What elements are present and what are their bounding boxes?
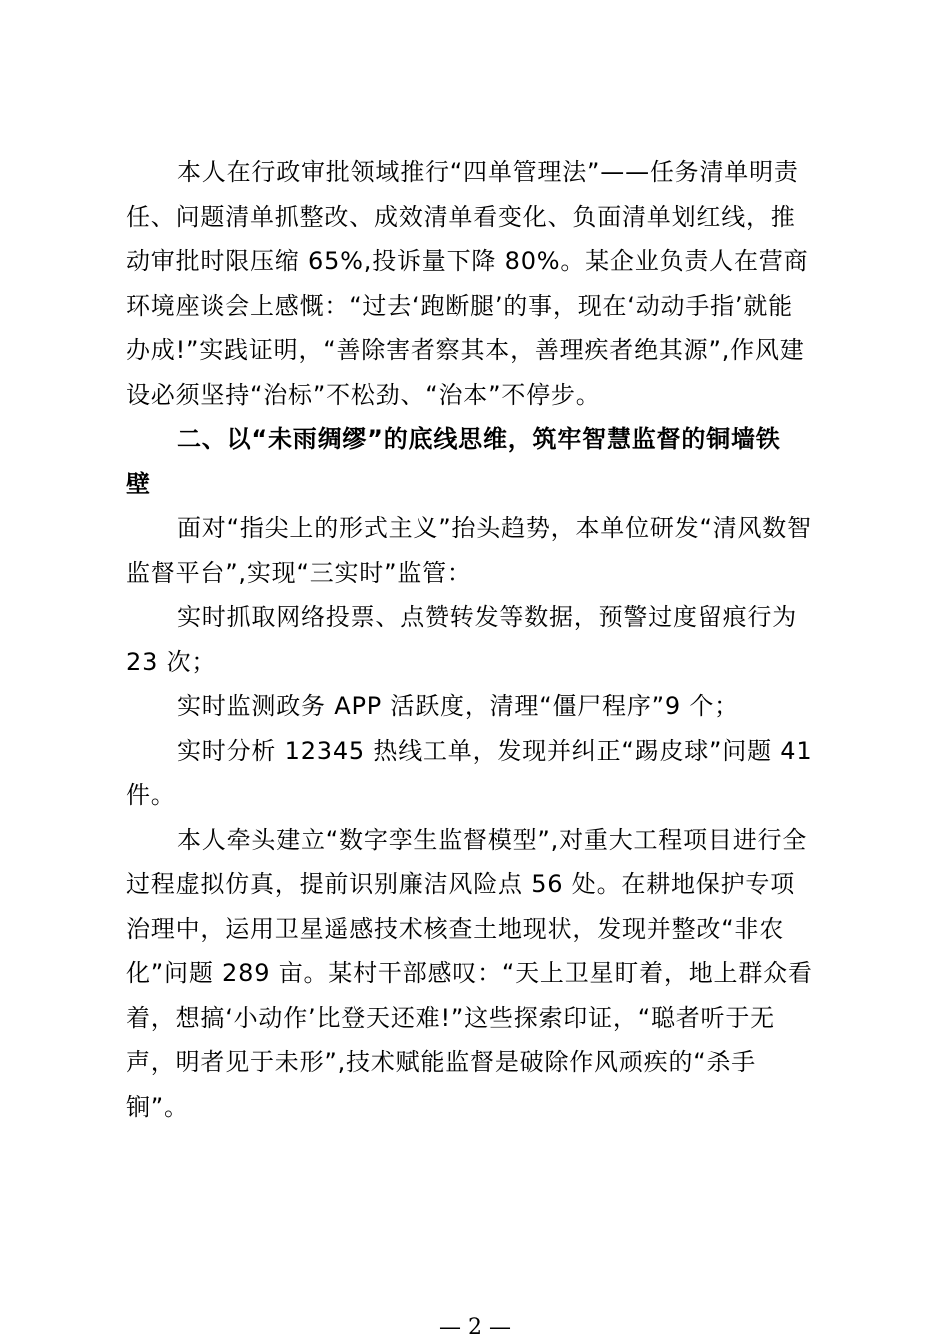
section-heading: 二、以“未雨绸缪”的底线思维，筑牢智慧监督的铜墙铁 <box>177 425 781 453</box>
paragraph-line: 过程虚拟仿真，提前识别廉洁风险点 56 处。在耕地保护专项 <box>126 870 795 898</box>
section-heading-continued: 壁 <box>126 469 151 498</box>
list-item-line: 23 次； <box>126 647 217 676</box>
paragraph-line: 监督平台”,实现“三实时”监管： <box>126 558 472 587</box>
list-item-line: 实时抓取网络投票、点赞转发等数据，预警过度留痕行为 <box>177 603 797 631</box>
paragraph-line: 环境座谈会上感慨：“过去‘跑断腿’的事，现在‘动动手指’就能 <box>126 291 793 320</box>
paragraph-line: 动审批时限压缩 65%,投诉量下降 80%。某企业负责人在营商 <box>126 247 809 275</box>
paragraph-line: 办成!”实践证明，“善除害者察其本，善理疾者绝其源”,作风建 <box>126 336 805 364</box>
paragraph-line: 着，想搞‘小动作’比登天还难!”这些探索印证，“聪者听于无 <box>126 1003 775 1032</box>
list-item-line: 实时分析 12345 热线工单，发现并纠正“踢皮球”问题 41 <box>177 736 813 765</box>
paragraph-line: 本人牵头建立“数字孪生监督模型”,对重大工程项目进行全 <box>177 825 808 854</box>
paragraph-line: 治理中，运用卫星遥感技术核查土地现状，发现并整改“非农 <box>126 914 785 943</box>
list-item-line: 件。 <box>126 781 176 809</box>
paragraph-line: 任、问题清单抓整改、成效清单看变化、负面清单划红线，推 <box>126 202 796 231</box>
paragraph-line: 声，明者见于未形”,技术赋能监督是破除作风顽疾的“杀手 <box>126 1048 757 1076</box>
paragraph-line: 面对“指尖上的形式主义”抬头趋势，本单位研发“清风数智 <box>177 514 812 542</box>
paragraph-line: 设必须坚持“治标”不松劲、“治本”不停步。 <box>126 380 601 409</box>
page-number: — 2 — <box>439 1315 511 1340</box>
list-item-line: 实时监测政务 APP 活跃度，清理“僵尸程序”9 个； <box>177 692 739 720</box>
paragraph-line: 化”问题 289 亩。某村干部感叹：“天上卫星盯着，地上群众看 <box>126 959 813 987</box>
paragraph-line: 本人在行政审批领域推行“四单管理法”——任务清单明责 <box>177 158 799 186</box>
body-text <box>126 150 832 1129</box>
paragraph-line: 锏”。 <box>126 1092 189 1121</box>
